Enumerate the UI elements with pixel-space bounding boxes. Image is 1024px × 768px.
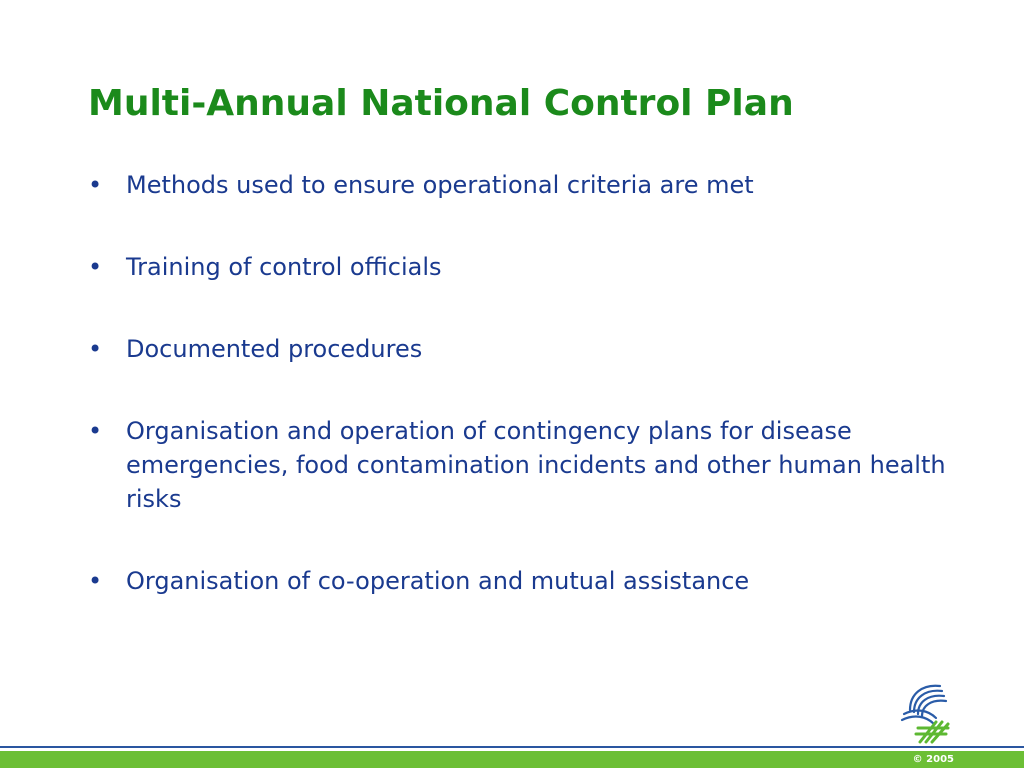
bullet-text: Organisation and operation of contingency plans for disease emergencies, food contamination incidents and other human health risks [126,417,946,513]
copyright-text: © 2005 [912,754,954,765]
bullet-dot-icon: • [88,253,103,281]
footer-divider-line [0,746,1024,748]
bullet-item [86,332,946,366]
bullet-item [86,564,946,598]
bullet-text: Organisation of co-operation and mutual assistance [126,567,750,595]
bullet-dot-icon: • [88,417,103,445]
bullet-text: Documented procedures [126,335,423,363]
bullet-item [86,250,946,284]
bullet-text: Training of control officials [126,253,442,281]
bullet-dot-icon: • [88,335,103,363]
bullet-list [86,168,946,598]
eu-emblem-icon [896,680,952,744]
slide-title: Multi-Annual National Control Plan [88,83,794,124]
bullet-item [86,414,946,516]
bullet-dot-icon: • [88,171,103,199]
bullet-item [86,168,946,202]
bullet-text: Methods used to ensure operational criteria are met [126,171,754,199]
footer-bar [0,751,1024,768]
bullet-dot-icon: • [88,567,103,595]
